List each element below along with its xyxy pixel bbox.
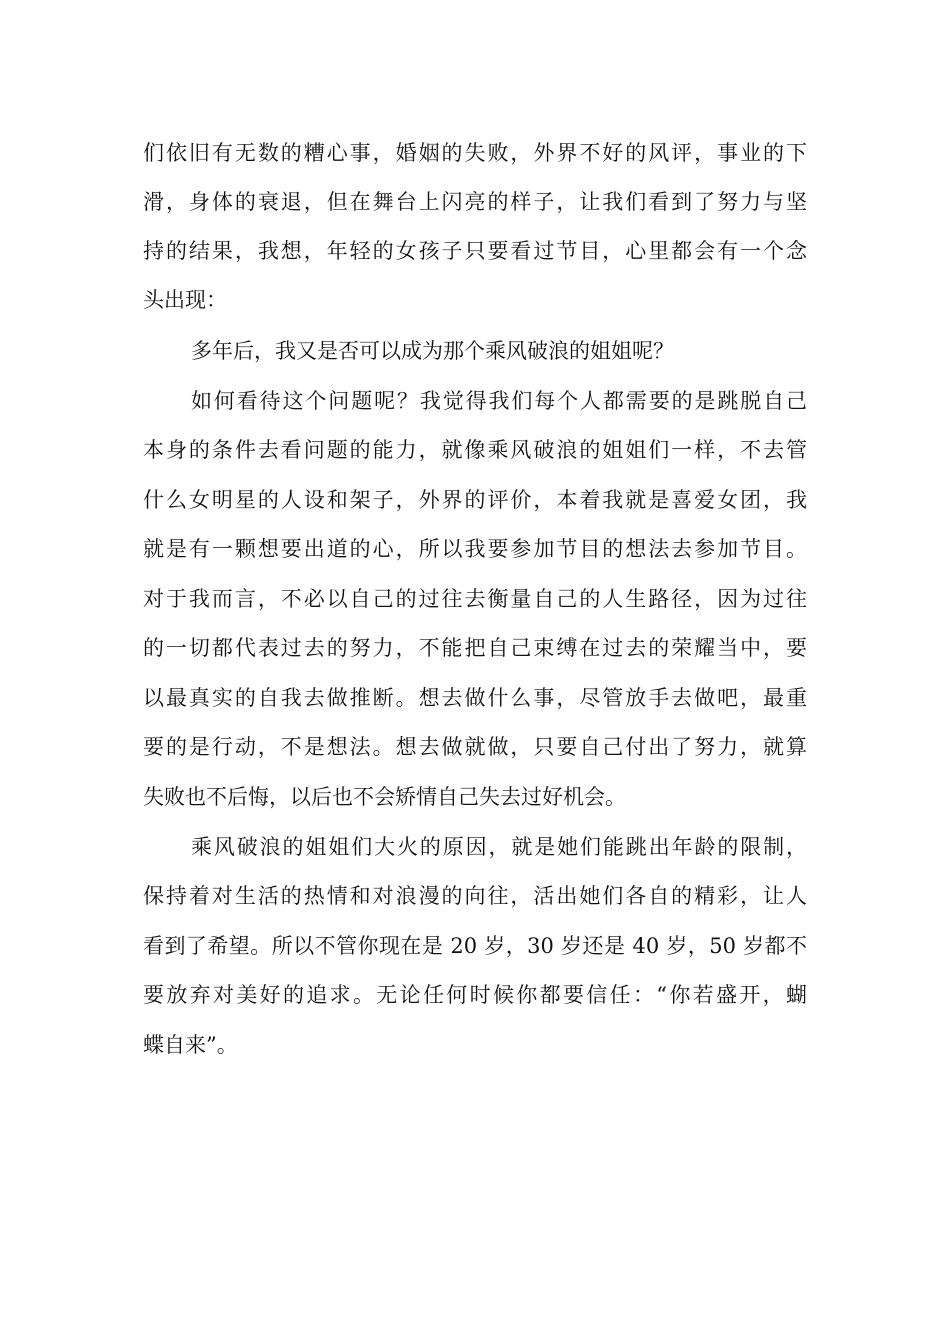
paragraph-4-line-2: 保持着对生活的热情和对浪漫的向往，活出她们各自的精彩，让人 — [143, 884, 807, 908]
paragraph-3-line-6: 的一切都代表过去的努力，不能把自己束缚在过去的荣耀当中，要 — [143, 636, 807, 660]
paragraph-4-line-1: 乘风破浪的姐姐们大火的原因，就是她们能跳出年龄的限制， — [191, 835, 807, 859]
paragraph-3-line-1: 如何看待这个问题呢？我觉得我们每个人都需要的是跳脱自己 — [191, 389, 807, 413]
paragraph-1-line-2: 滑，身体的衰退，但在舞台上闪亮的样子，让我们看到了努力与坚 — [143, 190, 807, 214]
paragraph-3-line-8: 要的是行动，不是想法。想去做就做，只要自己付出了努力，就算 — [143, 735, 807, 759]
paragraph-3-line-3: 什么女明星的人设和架子，外界的评价，本着我就是喜爱女团，我 — [143, 488, 807, 512]
paragraph-4-line-3: 看到了希望。所以不管你现在是 20 岁，30 岁还是 40 岁，50 岁都不 — [143, 934, 807, 958]
paragraph-1-line-1: 们依旧有无数的糟心事，婚姻的失败，外界不好的风评，事业的下 — [143, 141, 807, 165]
paragraph-4-line-5: 蝶自来”。 — [143, 1033, 238, 1057]
paragraph-3-line-5: 对于我而言，不必以自己的过往去衡量自己的人生路径，因为过往 — [143, 587, 807, 611]
paragraph-3-line-4: 就是有一颗想要出道的心，所以我要参加节目的想法去参加节目。 — [143, 537, 807, 561]
paragraph-3-line-7: 以最真实的自我去做推断。想去做什么事，尽管放手去做吧，最重 — [143, 686, 807, 710]
paragraph-1-line-4: 头出现： — [143, 288, 227, 312]
paragraph-1-line-3: 持的结果，我想，年轻的女孩子只要看过节目，心里都会有一个念 — [143, 239, 807, 263]
paragraph-2-line-1: 多年后，我又是否可以成为那个乘风破浪的姐姐呢？ — [191, 339, 674, 363]
paragraph-4-line-4: 要放弃对美好的追求。无论任何时候你都要信任：“你若盛开，蝴 — [143, 983, 807, 1007]
paragraph-3-line-2: 本身的条件去看问题的能力，就像乘风破浪的姐姐们一样，不去管 — [143, 438, 807, 462]
paragraph-3-line-9: 失败也不后悔，以后也不会矫情自己失去过好机会。 — [143, 785, 626, 809]
